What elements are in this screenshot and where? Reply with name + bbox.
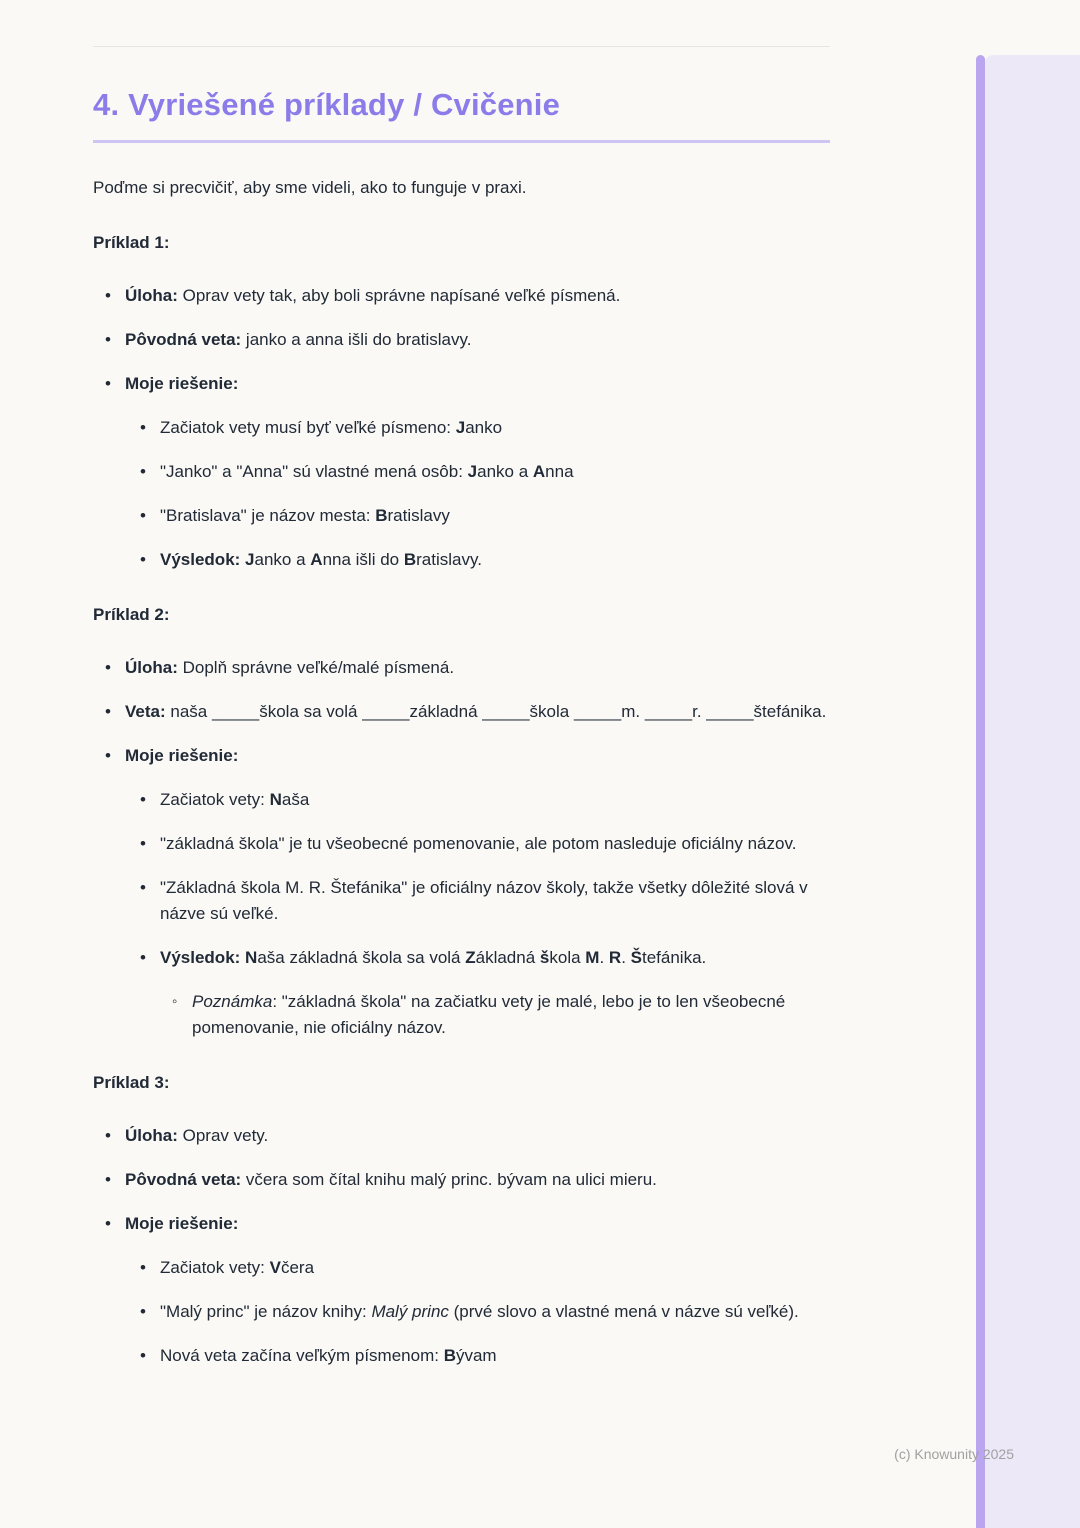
text-run: Výsledok:	[160, 550, 241, 569]
text-run: Malý princ	[371, 1302, 449, 1321]
text-run: nna	[545, 462, 574, 481]
text-run: "základná škola" je tu všeobecné pomenovanie, ale potom nasleduje oficiálny názov.	[160, 834, 797, 853]
text-run: R	[608, 948, 622, 967]
text-run: "Bratislava" je názov mesta:	[160, 506, 376, 525]
bullet-marker: •	[140, 1302, 146, 1321]
text-run: naša _____škola sa volá _____základná _____škola _____m. _____r. _____štefánika.	[165, 702, 827, 721]
sub-list	[93, 989, 830, 1041]
text-run: janko a anna išli do bratislavy.	[241, 330, 472, 349]
text-run: aša	[281, 790, 310, 809]
text-run: Výsledok:	[160, 948, 241, 967]
list-item-text	[160, 459, 830, 485]
bullet-marker: •	[105, 1214, 111, 1233]
bullet-marker: •	[105, 330, 111, 349]
text-run: čera	[280, 1258, 315, 1277]
bullet-marker: •	[140, 878, 146, 897]
top-divider	[93, 46, 830, 47]
text-run: "Malý princ" je názov knihy:	[160, 1302, 372, 1321]
list-item-text	[160, 875, 830, 927]
list-item-text	[125, 655, 830, 681]
list-item	[105, 283, 830, 309]
list-item	[140, 459, 830, 485]
bullet-marker: •	[105, 702, 111, 721]
text-run: ývam	[455, 1346, 497, 1365]
text-run: "Základná škola M. R. Štefánika" je oficiálny názov školy, takže všetky dôležité slová v názve sú veľké.	[160, 878, 808, 923]
list-item	[105, 1123, 830, 1149]
text-run: tefánika.	[642, 948, 707, 967]
text-run: Oprav vety.	[177, 1126, 269, 1145]
text-run: A	[310, 550, 323, 569]
list-item-text	[125, 699, 830, 725]
example-heading: Príklad 2:	[93, 605, 170, 624]
list-item-text	[125, 327, 830, 353]
list-item	[105, 1167, 830, 1193]
list-item	[172, 989, 830, 1041]
bullet-marker: •	[105, 286, 111, 305]
bullet-marker: •	[140, 1258, 146, 1277]
text-run: Úloha:	[125, 286, 178, 305]
text-run: Úloha:	[125, 1126, 178, 1145]
text-run: Začiatok vety:	[160, 790, 270, 809]
page-title: 4. Vyriešené príklady / Cvičenie	[93, 87, 561, 122]
text-run: .	[599, 948, 609, 967]
bullet-marker: •	[105, 658, 111, 677]
text-run: Moje riešenie:	[125, 746, 239, 765]
text-run: B	[375, 506, 388, 525]
text-run: V	[269, 1258, 281, 1277]
list-item	[105, 371, 830, 397]
list-item	[105, 743, 830, 769]
list-item-text	[125, 743, 830, 769]
example-heading: Príklad 1:	[93, 233, 170, 252]
list-item-text	[160, 831, 830, 857]
list-item	[105, 699, 830, 725]
list-item-text	[160, 503, 830, 529]
text-run: Pôvodná veta:	[125, 1170, 242, 1189]
list-item	[140, 1255, 830, 1281]
text-run: B	[403, 550, 417, 569]
list-item	[140, 503, 830, 529]
text-run: Š	[630, 948, 642, 967]
text-run: B	[443, 1346, 456, 1365]
text-run: Začiatok vety musí byť veľké písmeno:	[160, 418, 456, 437]
title-underline	[93, 140, 830, 143]
text-run: Začiatok vety:	[160, 1258, 270, 1277]
text-run: Poznámka	[192, 992, 273, 1011]
bullet-marker: •	[140, 506, 146, 525]
list-item-text	[125, 283, 830, 309]
sub-list	[93, 415, 830, 573]
text-run: š	[539, 948, 550, 967]
text-run: ákladná	[475, 948, 540, 967]
list-item	[140, 415, 830, 441]
text-run: Moje riešenie:	[125, 1214, 239, 1233]
list-item-text	[125, 1167, 830, 1193]
text-run: A	[532, 462, 546, 481]
list-item	[140, 831, 830, 857]
text-run: ratislavy.	[416, 550, 482, 569]
text-run: N	[269, 790, 282, 809]
copyright-text: (c) Knowunity 2025	[894, 1446, 1014, 1462]
list-item-text	[160, 547, 830, 573]
text-run: Úloha:	[125, 658, 178, 677]
list-item	[140, 1299, 830, 1325]
text-run: (prvé slovo a vlastné mená v názve sú veľké).	[448, 1302, 799, 1321]
list-item	[140, 945, 830, 971]
text-run: Doplň správne veľké/malé písmená.	[177, 658, 455, 677]
examples-container	[93, 233, 830, 1369]
list-item	[105, 1211, 830, 1237]
sub-list	[93, 787, 830, 1041]
text-run: aša základná škola sa volá	[257, 948, 466, 967]
list-item	[140, 787, 830, 813]
text-run: : "základná škola" na začiatku vety je malé, lebo je to len všeobecné pomenovanie, nie oficiálny názov.	[192, 992, 786, 1037]
list-item-text	[160, 945, 830, 971]
bullet-marker: •	[140, 462, 146, 481]
text-run: J	[245, 550, 255, 569]
sub-list	[93, 1255, 830, 1369]
text-run: M	[585, 948, 600, 967]
bullet-marker: •	[140, 790, 146, 809]
text-run: anko a	[477, 462, 533, 481]
bullet-marker: ◦	[172, 993, 178, 1010]
bullet-marker: •	[105, 374, 111, 393]
text-run: Pôvodná veta:	[125, 330, 242, 349]
bullet-marker: •	[105, 1126, 111, 1145]
bullet-marker: •	[105, 1170, 111, 1189]
list-item	[140, 547, 830, 573]
text-run: Nová veta začína veľkým písmenom:	[160, 1346, 444, 1365]
list-item-text	[160, 1255, 830, 1281]
next-page-panel	[984, 55, 1080, 1528]
text-run: J	[455, 418, 466, 437]
list-item-text	[125, 371, 830, 397]
text-run: ratislavy	[387, 506, 450, 525]
list-item-text	[125, 1123, 830, 1149]
text-run: včera som čítal knihu malý princ. bývam na ulici mieru.	[241, 1170, 657, 1189]
list-item-text	[160, 1299, 830, 1325]
list-item-text	[160, 415, 830, 441]
text-run: .	[621, 948, 631, 967]
bullet-marker: •	[140, 1346, 146, 1365]
text-run: N	[245, 948, 258, 967]
list-item	[105, 327, 830, 353]
text-run: Veta:	[125, 702, 166, 721]
list-item	[140, 1343, 830, 1369]
document-page	[93, 0, 830, 1387]
text-run: anko	[465, 418, 503, 437]
bullet-marker: •	[140, 948, 146, 967]
text-run: anko a	[254, 550, 311, 569]
text-run: J	[467, 462, 478, 481]
list-item-text	[160, 787, 830, 813]
intro-text: Poďme si precvičiť, aby sme videli, ako to funguje v praxi.	[93, 178, 527, 197]
bullet-marker: •	[140, 834, 146, 853]
bullet-marker: •	[140, 418, 146, 437]
bullet-marker: •	[105, 746, 111, 765]
text-run: nna išli do	[322, 550, 404, 569]
list-item-text	[160, 1343, 830, 1369]
list-item-text	[192, 989, 830, 1041]
text-run: Oprav vety tak, aby boli správne napísané veľké písmená.	[177, 286, 621, 305]
text-run: kola	[549, 948, 586, 967]
list-item-text	[125, 1211, 830, 1237]
list-item	[140, 875, 830, 927]
text-run: "Janko" a "Anna" sú vlastné mená osôb:	[160, 462, 468, 481]
scrollbar-thumb[interactable]	[976, 55, 985, 1528]
text-run: Moje riešenie:	[125, 374, 239, 393]
list-item	[105, 655, 830, 681]
bullet-marker: •	[140, 550, 146, 569]
example-heading: Príklad 3:	[93, 1073, 170, 1092]
text-run: Z	[465, 948, 476, 967]
